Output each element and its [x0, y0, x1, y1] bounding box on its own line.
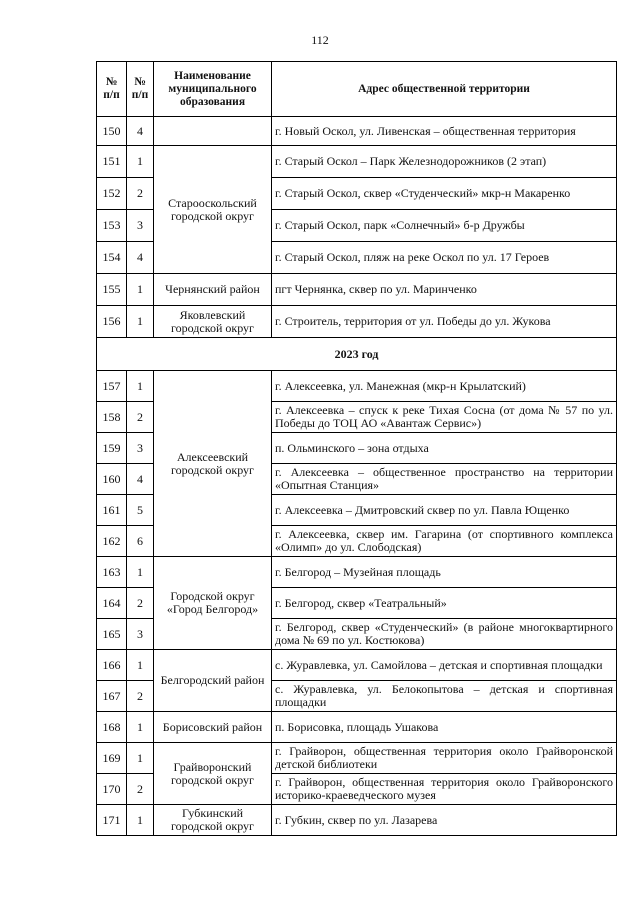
year-row — [97, 338, 617, 371]
address-cell: г. Алексеевка, сквер им. Гагарина (от спортивного комплекса «Олимп» до ул. Слободская) — [272, 526, 617, 557]
address-cell: п. Борисовка, площадь Ушакова — [272, 712, 617, 743]
municipality-cell: Старооскольский городской округ — [154, 146, 272, 274]
row-local-number: 4 — [127, 464, 154, 495]
row-number: 151 — [97, 146, 127, 178]
row-local-number: 2 — [127, 681, 154, 712]
row-local-number: 1 — [127, 650, 154, 681]
municipality-cell: Губкинский городской округ — [154, 805, 272, 836]
row-local-number: 2 — [127, 402, 154, 433]
row-local-number: 2 — [127, 774, 154, 805]
table-row — [97, 712, 617, 743]
row-local-number: 1 — [127, 146, 154, 178]
municipality-cell-empty — [154, 117, 272, 146]
row-number: 155 — [97, 274, 127, 306]
address-cell: г. Белгород – Музейная площадь — [272, 557, 617, 588]
table-row — [97, 805, 617, 836]
row-number: 170 — [97, 774, 127, 805]
header-num-local: № п/п — [127, 62, 154, 117]
row-number: 156 — [97, 306, 127, 338]
address-cell: г. Грайворон, общественная территория около Грайворонской детской библиотеки — [272, 743, 617, 774]
municipality-cell: Белгородский район — [154, 650, 272, 712]
municipality-cell: Алексеевский городской округ — [154, 371, 272, 557]
row-local-number: 1 — [127, 743, 154, 774]
row-number: 167 — [97, 681, 127, 712]
header-address: Адрес общественной территории — [272, 62, 617, 117]
address-cell: с. Журавлевка, ул. Белокопытова – детская и спортивная площадки — [272, 681, 617, 712]
header-municipality: Наименование муниципального образования — [154, 62, 272, 117]
row-local-number: 3 — [127, 619, 154, 650]
row-local-number: 2 — [127, 588, 154, 619]
address-cell: г. Новый Оскол, ул. Ливенская – общественная территория — [272, 117, 617, 146]
table-row — [97, 306, 617, 338]
row-local-number: 1 — [127, 306, 154, 338]
table-row — [97, 146, 617, 178]
municipality-cell: Чернянский район — [154, 274, 272, 306]
row-number: 152 — [97, 178, 127, 210]
row-number: 157 — [97, 371, 127, 402]
address-cell: г. Белгород, сквер «Театральный» — [272, 588, 617, 619]
row-number: 154 — [97, 242, 127, 274]
table-row — [97, 117, 617, 146]
municipality-cell: Городской округ «Город Белгород» — [154, 557, 272, 650]
row-number: 169 — [97, 743, 127, 774]
header-num-total: № п/п — [97, 62, 127, 117]
row-number: 159 — [97, 433, 127, 464]
row-number: 165 — [97, 619, 127, 650]
address-cell: г. Грайворон, общественная территория около Грайворонского историко-краеведческого музея — [272, 774, 617, 805]
row-number: 163 — [97, 557, 127, 588]
address-cell: г. Алексеевка – Дмитровский сквер по ул. Павла Ющенко — [272, 495, 617, 526]
row-local-number: 2 — [127, 178, 154, 210]
row-number: 158 — [97, 402, 127, 433]
address-cell: г. Белгород, сквер «Студенческий» (в районе многоквартирного дома № 69 по ул. Костюкова) — [272, 619, 617, 650]
address-cell: пгт Чернянка, сквер по ул. Маринченко — [272, 274, 617, 306]
row-local-number: 1 — [127, 805, 154, 836]
address-cell: с. Журавлевка, ул. Самойлова – детская и спортивная площадки — [272, 650, 617, 681]
public-territories-table — [96, 61, 617, 836]
row-local-number: 6 — [127, 526, 154, 557]
address-cell: г. Старый Оскол, сквер «Студенческий» мкр-н Макаренко — [272, 178, 617, 210]
address-cell: г. Алексеевка, ул. Манежная (мкр-н Крылатский) — [272, 371, 617, 402]
table-row — [97, 557, 617, 588]
table-row — [97, 650, 617, 681]
row-number: 150 — [97, 117, 127, 146]
row-local-number: 3 — [127, 210, 154, 242]
row-local-number: 4 — [127, 242, 154, 274]
address-cell: г. Старый Оскол – Парк Железнодорожников (2 этап) — [272, 146, 617, 178]
row-number: 160 — [97, 464, 127, 495]
page-number: 112 — [311, 33, 329, 47]
table-row — [97, 371, 617, 402]
row-local-number: 3 — [127, 433, 154, 464]
address-cell: п. Ольминского – зона отдыха — [272, 433, 617, 464]
row-number: 171 — [97, 805, 127, 836]
address-cell: г. Губкин, сквер по ул. Лазарева — [272, 805, 617, 836]
row-number: 166 — [97, 650, 127, 681]
municipality-cell: Грайворонский городской округ — [154, 743, 272, 805]
row-local-number: 1 — [127, 371, 154, 402]
table-row — [97, 743, 617, 774]
row-local-number: 1 — [127, 274, 154, 306]
address-cell: г. Алексеевка – спуск к реке Тихая Сосна (от дома № 57 по ул. Победы до ТОЦ АО «Авантаж Сервис») — [272, 402, 617, 433]
row-local-number: 4 — [127, 117, 154, 146]
year-label: 2023 год — [97, 338, 617, 371]
row-local-number: 1 — [127, 712, 154, 743]
address-cell: г. Строитель, территория от ул. Победы до ул. Жукова — [272, 306, 617, 338]
table-header-row — [97, 62, 617, 117]
municipality-cell: Борисовский район — [154, 712, 272, 743]
row-number: 153 — [97, 210, 127, 242]
row-number: 162 — [97, 526, 127, 557]
row-number: 161 — [97, 495, 127, 526]
row-number: 168 — [97, 712, 127, 743]
row-local-number: 1 — [127, 557, 154, 588]
row-local-number: 5 — [127, 495, 154, 526]
address-cell: г. Старый Оскол, парк «Солнечный» б-р Дружбы — [272, 210, 617, 242]
table-row — [97, 274, 617, 306]
address-cell: г. Старый Оскол, пляж на реке Оскол по ул. 17 Героев — [272, 242, 617, 274]
row-number: 164 — [97, 588, 127, 619]
address-cell: г. Алексеевка – общественное пространство на территории «Опытная Станция» — [272, 464, 617, 495]
municipality-cell: Яковлевский городской округ — [154, 306, 272, 338]
